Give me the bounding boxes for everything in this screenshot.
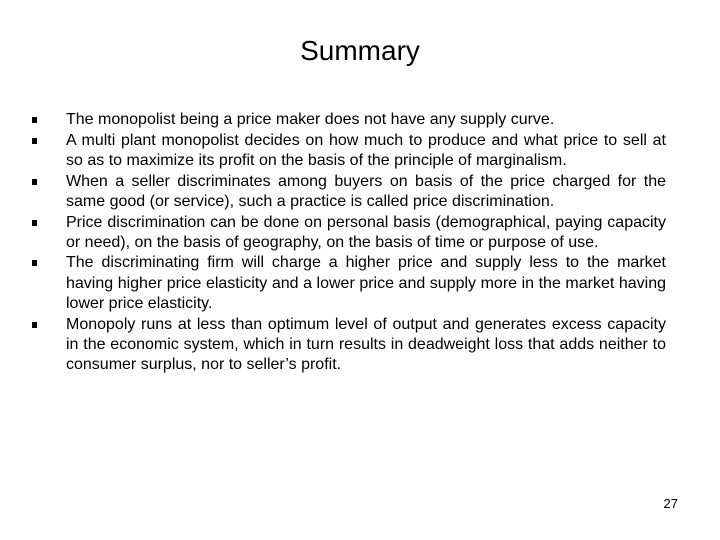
bullet-list — [32, 110, 666, 376]
square-bullet-icon — [32, 179, 37, 185]
bullet-text: A multi plant monopolist decides on how much to produce and what price to sell at so as to maximize its profit on the basis of the principle of marginalism. — [66, 131, 666, 169]
square-bullet-icon — [32, 260, 37, 266]
square-bullet-icon — [32, 322, 37, 328]
bullet-item — [32, 213, 666, 253]
bullet-item — [32, 315, 666, 376]
square-bullet-icon — [32, 138, 37, 144]
square-bullet-icon — [32, 220, 37, 226]
bullet-item — [32, 253, 666, 314]
bullet-text: The monopolist being a price maker does not have any supply curve. — [66, 111, 555, 128]
bullet-item — [32, 110, 666, 130]
slide-title: Summary — [300, 35, 420, 66]
bullet-text: The discriminating firm will charge a higher price and supply less to the market having higher price elasticity and a lower price and supply more in the market having lower price elasticity. — [66, 254, 666, 312]
bullet-text: Price discrimination can be done on personal basis (demographical, paying capacity or need), on the basis of geography, on the basis of time or purpose of use. — [66, 213, 666, 251]
page-number: 27 — [663, 496, 678, 511]
square-bullet-icon — [32, 117, 37, 123]
bullet-text: Monopoly runs at less than optimum level of output and generates excess capacity in the economic system, which in turn results in deadweight loss that adds neither to consumer surplus, nor to seller’s profit. — [66, 315, 666, 373]
bullet-item — [32, 131, 666, 171]
bullet-item — [32, 172, 666, 212]
bullet-text: When a seller discriminates among buyers on basis of the price charged for the same good (or service), such a practice is called price discrimination. — [66, 172, 666, 210]
